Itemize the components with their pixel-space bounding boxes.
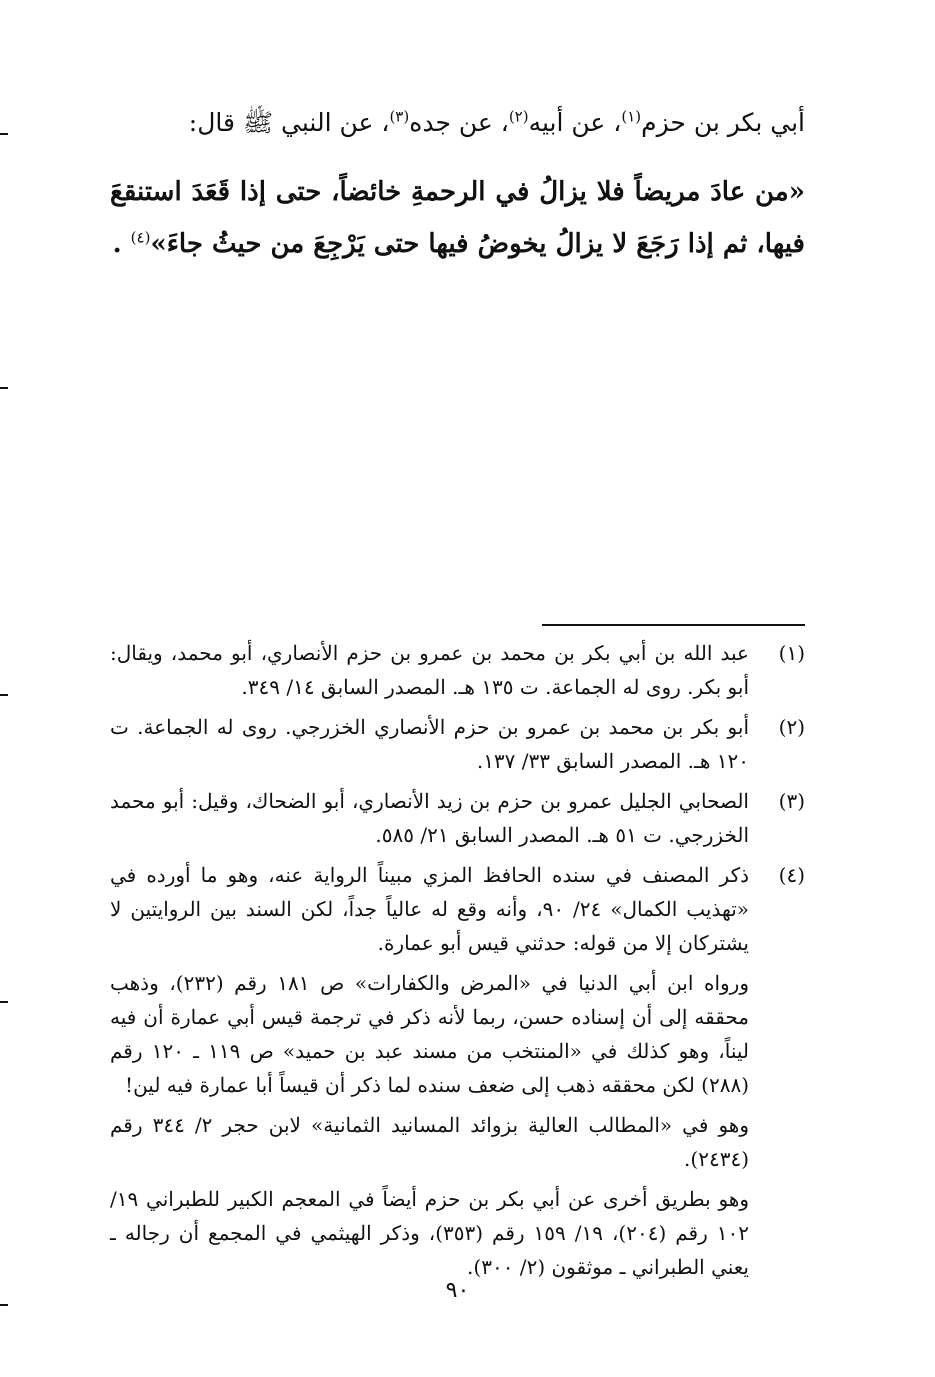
footnote-number: (٢): [778, 715, 805, 739]
page-number: ٩٠: [445, 1278, 470, 1303]
footnote-text: ذكر المصنف في سنده الحافظ المزي مبيناً الرواية عنه، وهو ما أورده في «تهذيب الكمال» ٢٤/ ٩٠، وأنه وقع له عالياً جداً، لكن السند بين الروايتين لا يشتركان إلا من قوله: حدثني قيس أبو عمارة.: [110, 863, 749, 955]
footnote-text: الصحابي الجليل عمرو بن حزم بن زيد الأنصاري، أبو الضحاك، وقيل: أبو محمد الخزرجي. ت ٥١ هـ. المصدر السابق ٢١/ ٥٨٥.: [110, 789, 749, 847]
footnote-number: (١): [778, 641, 805, 665]
footnote-paragraph: وهو بطريق أخرى عن أبي بكر بن حزم أيضاً في المعجم الكبير للطبراني ١٩/ ١٠٢ رقم (٢٠٤)، ١٩/ ١٥٩ رقم (٣٥٣)، وذكر الهيثمي في المجمع أن رجاله ـ يعني الطبراني ـ موثقون (٢/ ٣٠٠).: [110, 1187, 749, 1279]
intro-text: أبي بكر بن حزم: [641, 108, 805, 137]
footnote-ref-1: (١): [621, 107, 642, 126]
intro-text: ، عن النبي ﷺ قال:: [188, 108, 390, 137]
footnote-item: [110, 858, 805, 960]
margin-tick: [0, 1001, 8, 1003]
footnote-paragraph: ورواه ابن أبي الدنيا في «المرض والكفارات» ص ١٨١ رقم (٢٣٢)، وذهب محققه إلى أن إسناده حسن، ربما لأنه ذكر في ترجمة قيس أبي عمارة أن فيه ليناً، وهو كذلك في «المنتخب من مسند عبد بن حميد» ص ١١٩ ـ ١٢٠ رقم (٢٨٨) لكن محققه ذهب إلى ضعف سنده لما ذكر أن قيساً أبا عمارة فيه لين!: [110, 971, 750, 1097]
footnote-number: (٤): [778, 863, 805, 887]
chain-of-narration: [110, 104, 805, 142]
footnote-ref-2: (٢): [508, 107, 529, 126]
footnote-separator: [542, 624, 805, 626]
footnote-ref-3: (٣): [389, 107, 410, 126]
intro-text: ، عن جده: [409, 108, 509, 137]
book-page: [110, 96, 805, 1346]
footnote-item: [110, 710, 805, 778]
margin-tick: [0, 1304, 8, 1306]
footnote-item: [110, 636, 805, 704]
hadith-end: .: [112, 229, 131, 259]
footnote-number: (٣): [778, 789, 805, 813]
hadith-text-block: [110, 166, 805, 270]
margin-tick: [0, 694, 8, 696]
margin-tick: [0, 133, 8, 135]
footnote-paragraph: وهو في «المطالب العالية بزوائد المسانيد الثمانية» لابن حجر ٢/ ٣٤٤ رقم (٢٤٣٤).: [110, 1113, 749, 1171]
footnotes-section: [110, 636, 805, 1290]
margin-tick: [0, 387, 8, 389]
footnote-item: [110, 784, 805, 852]
footnote-ref-4: (٤): [130, 228, 151, 247]
intro-text: ، عن أبيه: [528, 108, 622, 137]
hadith-text: «من عادَ مريضاً فلا يزالُ في الرحمةِ خائضاً، حتى إذا قَعَدَ استنقعَ فيها، ثم إذا رَجَعَ لا يزالُ يخوضُ فيها حتى يَرْجِعَ من حيثُ جاءَ»: [110, 177, 805, 259]
footnote-text: أبو بكر بن محمد بن عمرو بن حزم الأنصاري الخزرجي. روى له الجماعة. ت ١٢٠ هـ. المصدر السابق ٣٣/ ١٣٧.: [110, 715, 749, 773]
footnote-text: عبد الله بن أبي بكر بن محمد بن عمرو بن حزم الأنصاري، أبو محمد، ويقال: أبو بكر. روى له الجماعة. ت ١٣٥ هـ. المصدر السابق ١٤/ ٣٤٩.: [110, 641, 749, 699]
